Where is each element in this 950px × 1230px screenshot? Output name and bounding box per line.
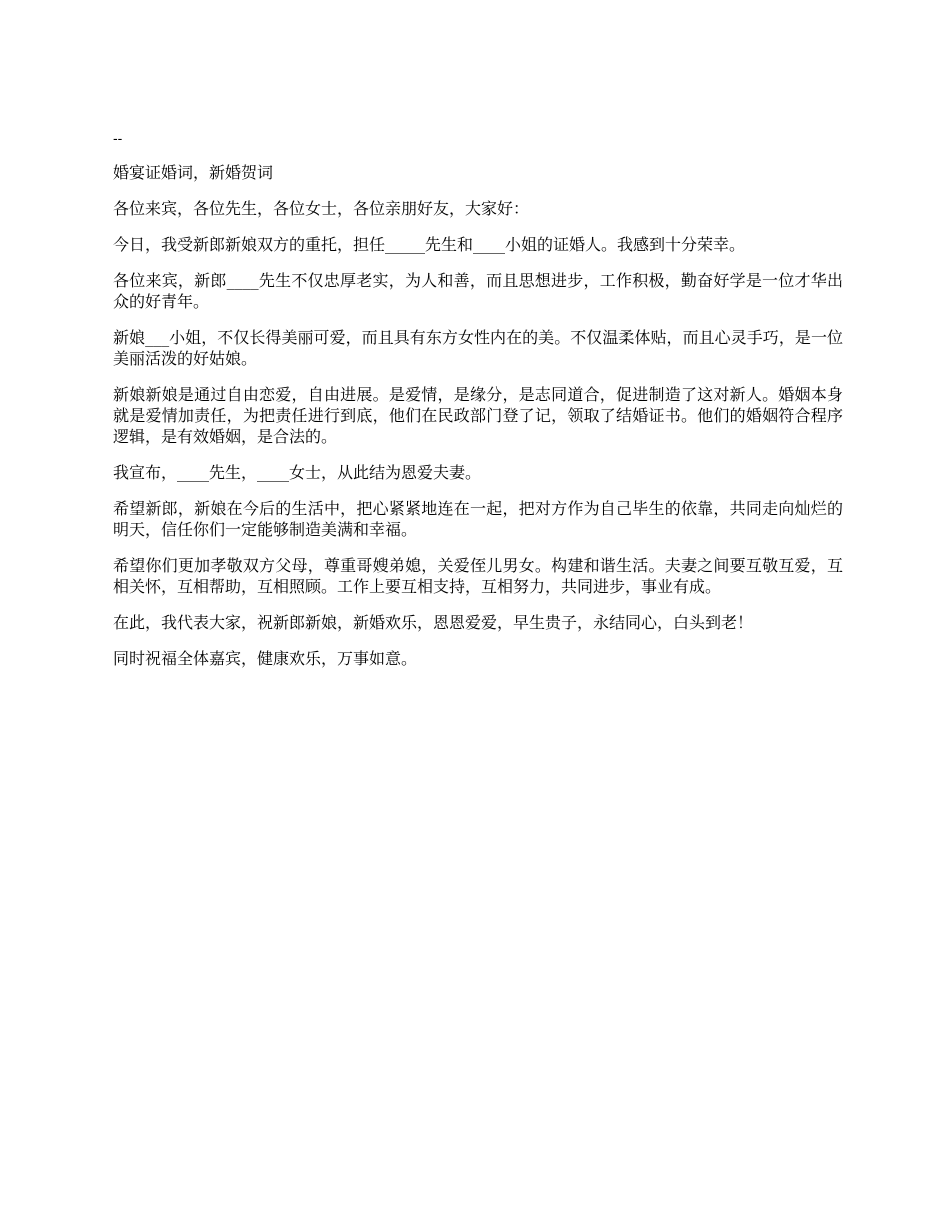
paragraph-groom: 各位来宾，新郎____先生不仅忠厚老实，为人和善，而且思想进步，工作积极，勤奋好学是一位才华出众的好青年。 bbox=[113, 271, 843, 311]
paragraph-introduction: 今日，我受新郎新娘双方的重托，担任_____先生和____小姐的证婚人。我感到十分荣幸。 bbox=[113, 235, 746, 254]
paragraph-closing: 同时祝福全体嘉宾，健康欢乐，万事如意。 bbox=[113, 649, 418, 668]
paragraph-bride: 新娘___小姐，不仅长得美丽可爱，而且具有东方女性内在的美。不仅温柔体贴，而且心灵手巧，是一位美丽活泼的好姑娘。 bbox=[113, 328, 843, 368]
paragraph-declaration: 我宣布，____先生，____女士，从此结为恩爱夫妻。 bbox=[113, 463, 482, 482]
page-marker: -- bbox=[113, 130, 123, 146]
paragraph-wish-future: 希望新郎，新娘在今后的生活中，把心紧紧地连在一起，把对方作为自己毕生的依靠，共同走向灿烂的明天，信任你们一定能够制造美满和幸福。 bbox=[113, 499, 843, 539]
paragraph-wish-family: 希望你们更加孝敬双方父母，尊重哥嫂弟媳，关爱侄儿男女。构建和谐生活。夫妻之间要互敬互爱，互相关怀，互相帮助，互相照顾。工作上要互相支持，互相努力，共同进步，事业有成。 bbox=[113, 556, 843, 596]
document-body bbox=[113, 128, 843, 684]
paragraph-blessing: 在此，我代表大家，祝新郎新娘，新婚欢乐，恩恩爱爱，早生贵子，永结同心，白头到老！ bbox=[113, 613, 754, 632]
paragraph-marriage: 新娘新娘是通过自由恋爱，自由进展。是爱情，是缘分，是志同道合，促进制造了这对新人。婚姻本身就是爱情加责任，为把责任进行到底，他们在民政部门登了记，领取了结婚证书。他们的婚姻符合程序逻辑，是有效婚姻，是合法的。 bbox=[113, 385, 843, 446]
document-title: 婚宴证婚词，新婚贺词 bbox=[113, 163, 274, 182]
paragraph-greeting: 各位来宾，各位先生，各位女士，各位亲朋好友，大家好： bbox=[113, 199, 530, 218]
